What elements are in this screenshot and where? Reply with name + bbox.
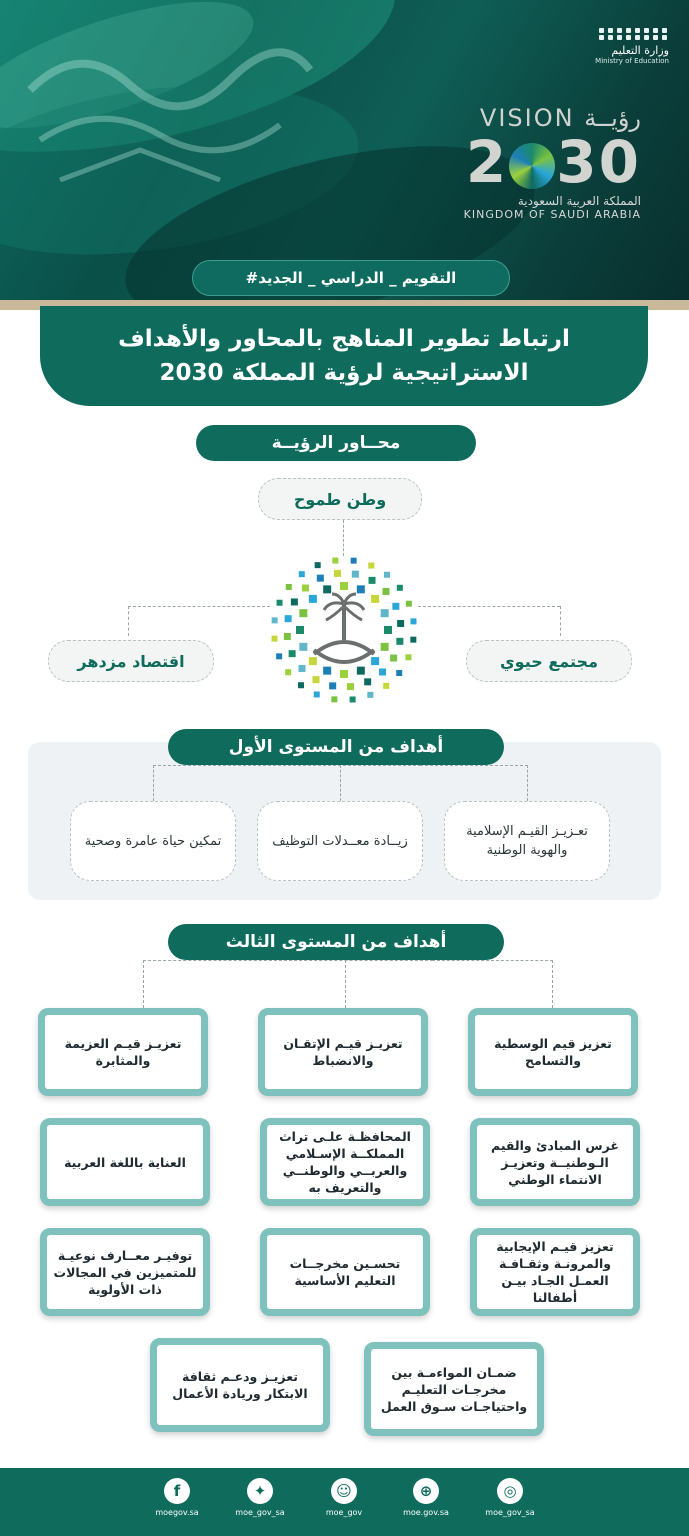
level1-goal-text: تعـزيـز القيـم الإسلامية والهوية الوطنية — [466, 824, 588, 858]
social-handle: moe_gov — [325, 1508, 363, 1517]
social-link-facebook[interactable] — [137, 1478, 217, 1517]
emblem-square — [276, 653, 282, 659]
emblem-square — [309, 657, 317, 665]
emblem-square — [334, 570, 341, 577]
emblem-square — [314, 691, 320, 697]
vision-emblem-icon — [269, 555, 419, 705]
emblem-square — [364, 678, 371, 685]
connector-line — [343, 520, 344, 556]
vision-word-ar: رؤيــة — [584, 104, 641, 132]
emblem-square — [396, 638, 403, 645]
header-banner — [0, 0, 689, 305]
level1-goal — [257, 801, 423, 881]
level3-goal — [468, 1008, 638, 1096]
emblem-square — [351, 558, 357, 564]
connector-line — [560, 606, 561, 636]
connector-line — [418, 606, 560, 607]
social-handle: moe_gov_sa — [485, 1508, 535, 1517]
emblem-square — [384, 572, 390, 578]
pillar-ambitious-nation — [258, 478, 422, 520]
emblem-square — [340, 670, 348, 678]
connector-line — [143, 960, 144, 1008]
level3-goal — [258, 1008, 428, 1096]
level3-goal-text: تعزيز قيم الوسطية والتسامح — [494, 1036, 612, 1068]
emblem-square — [315, 562, 321, 568]
emblem-square — [277, 600, 283, 606]
kingdom-name-ar: المملكة العربية السعودية — [517, 194, 641, 208]
connector-line — [153, 765, 154, 801]
emblem-square — [371, 657, 379, 665]
emblem-square — [405, 654, 411, 660]
title-line-1: ارتباط تطوير المناهج بالمحاور والأهداف — [118, 326, 570, 352]
connector-line — [340, 765, 341, 801]
emblem-square — [317, 575, 324, 582]
social-handle: moe_gov_sa — [235, 1508, 285, 1517]
social-link-website[interactable] — [386, 1478, 466, 1517]
connector-line — [128, 606, 129, 636]
emblem-square — [298, 682, 304, 688]
emblem-square — [284, 633, 291, 640]
vision-year-left: 2 — [465, 128, 509, 196]
emblem-square — [312, 676, 319, 683]
emblem-square — [397, 585, 403, 591]
ministry-logo — [549, 18, 669, 65]
connector-line — [143, 960, 433, 961]
level1-goal — [70, 801, 236, 881]
level3-heading: أهداف من المستوى الثالث — [168, 924, 504, 960]
pillar-thriving-economy — [48, 640, 214, 682]
emblem-square — [332, 558, 338, 564]
emblem-square — [285, 615, 292, 622]
level3-goal — [260, 1228, 430, 1316]
emblem-square — [410, 618, 416, 624]
snapchat-icon: ☺ — [331, 1478, 357, 1504]
emblem-square — [352, 571, 359, 578]
emblem-square — [272, 636, 278, 642]
level3-goal — [470, 1228, 640, 1316]
emblem-square — [302, 585, 309, 592]
emblem-square — [286, 584, 292, 590]
emblem-square — [299, 643, 307, 651]
level3-goal-text: غرس المبادئ والقيم الـوطنيــة وتعزيـز الانتماء الوطني — [491, 1137, 619, 1187]
level3-goal — [470, 1118, 640, 1206]
emblem-square — [369, 577, 376, 584]
emblem-square — [357, 585, 365, 593]
emblem-square — [323, 667, 331, 675]
ministry-name-ar: وزارة التعليم — [611, 44, 669, 57]
level3-goal — [150, 1338, 330, 1432]
pillar-vibrant-society — [466, 640, 632, 682]
emblem-square — [299, 571, 305, 577]
emblem-square — [329, 682, 336, 689]
level3-goal-text: العناية باللغة العربية — [64, 1154, 186, 1170]
emblem-square — [299, 609, 307, 617]
flag-calligraphy-graphic — [20, 30, 320, 210]
connector-line — [345, 960, 346, 1008]
emblem-square — [381, 609, 389, 617]
globe-icon: ⊕ — [413, 1478, 439, 1504]
social-handle: moe.gov.sa — [403, 1508, 449, 1517]
connector-line — [153, 765, 421, 766]
level3-goal-text: تحسـين مخرجــات التعليم الأساسية — [289, 1256, 401, 1288]
emblem-square — [291, 598, 298, 605]
emblem-square — [397, 620, 404, 627]
emblem-square — [309, 595, 317, 603]
emblem-square — [331, 696, 337, 702]
level1-goal-text: زيــادة معــدلات التوظيف — [272, 833, 408, 849]
emblem-square — [379, 668, 386, 675]
page-title — [40, 306, 648, 406]
title-line-2: الاستراتيجية لرؤية المملكة 2030 — [159, 360, 529, 386]
level3-goal — [364, 1342, 544, 1436]
emblem-square — [368, 563, 374, 569]
emblem-square — [384, 626, 392, 634]
facebook-icon: f — [164, 1478, 190, 1504]
connector-line — [527, 765, 528, 801]
emblem-square — [296, 626, 304, 634]
emblem-square — [340, 582, 348, 590]
connector-line — [128, 606, 270, 607]
level3-goal-text: تعزيز قيـم الإيجابية والمرونـة وثقـافـة العمـل الجـاد بيـن أطفالنا — [496, 1239, 614, 1305]
vision-emblem-icon — [509, 143, 555, 189]
social-link-instagram[interactable] — [470, 1478, 550, 1517]
connector-line — [552, 960, 553, 1008]
social-handle: moegov.sa — [155, 1508, 199, 1517]
social-link-snapchat[interactable] — [304, 1478, 384, 1517]
pillar-label: مجتمع حيوي — [500, 651, 598, 671]
level1-goal-text: تمكين حياة عامرة وصحية — [84, 833, 222, 849]
emblem-square — [272, 617, 278, 623]
emblem-square — [350, 696, 356, 702]
pillar-label: وطن طموح — [293, 489, 387, 509]
footer-social-bar — [0, 1468, 689, 1536]
twitter-icon: ✦ — [247, 1478, 273, 1504]
emblem-square — [323, 585, 331, 593]
emblem-square — [371, 595, 379, 603]
level1-heading: أهداف من المستوى الأول — [168, 729, 504, 765]
emblem-square — [285, 669, 291, 675]
social-link-twitter[interactable] — [220, 1478, 300, 1517]
emblem-square — [382, 588, 389, 595]
instagram-icon: ◎ — [497, 1478, 523, 1504]
level3-goal-text: توفيـر معــارف نوعيـة للمتميزين في المجالات ذات الأولوية — [53, 1247, 197, 1297]
emblem-square — [347, 683, 354, 690]
level3-goal-text: تعزيـز قيـم الإتقـان والانضباط — [283, 1036, 403, 1068]
level3-goal — [40, 1118, 210, 1206]
emblem-square — [383, 683, 389, 689]
level3-goal — [40, 1228, 210, 1316]
pillars-heading: محــاور الرؤيــة — [196, 425, 476, 461]
hashtag-pill: #التقويم _ الدراسي _ الجديد — [192, 260, 510, 296]
emblem-square — [299, 665, 306, 672]
pillar-label: اقتصاد مزدهر — [77, 651, 185, 671]
emblem-square — [392, 603, 399, 610]
connector-line — [432, 960, 553, 961]
kingdom-name-en: KINGDOM OF SAUDI ARABIA — [463, 208, 641, 221]
emblem-square — [381, 643, 389, 651]
level3-goal-text: ضمـان المواءمـة بين مخرجـات التعليـم واحتياجـات سـوق العمل — [380, 1364, 528, 1414]
level3-goal-text: المحافظـة علـى تراث المملكــة الإسـلامي والعربــي والوطنــي والتعريف به — [279, 1129, 411, 1195]
emblem-square — [410, 637, 416, 643]
emblem-square — [396, 670, 402, 676]
level1-goal — [444, 801, 610, 881]
emblem-square — [390, 655, 397, 662]
level3-goal — [38, 1008, 208, 1096]
ministry-name-en: Ministry of Education — [595, 57, 669, 65]
emblem-square — [289, 650, 296, 657]
vision-year-right: 30 — [556, 128, 641, 196]
level3-goal-text: تعزيـز ودعـم ثقافة الابتكار وريادة الأعمال — [172, 1369, 308, 1401]
emblem-square — [357, 667, 365, 675]
emblem-square — [406, 601, 412, 607]
vision-word-en: VISION — [479, 104, 575, 132]
emblem-square — [367, 692, 373, 698]
vision-2030-logo — [421, 104, 641, 221]
ministry-dots-icon — [599, 28, 669, 40]
level3-goal-text: تعزيـز قيـم العزيمة والمثابرة — [64, 1036, 182, 1068]
level3-goal — [260, 1118, 430, 1206]
connector-line — [420, 765, 528, 766]
